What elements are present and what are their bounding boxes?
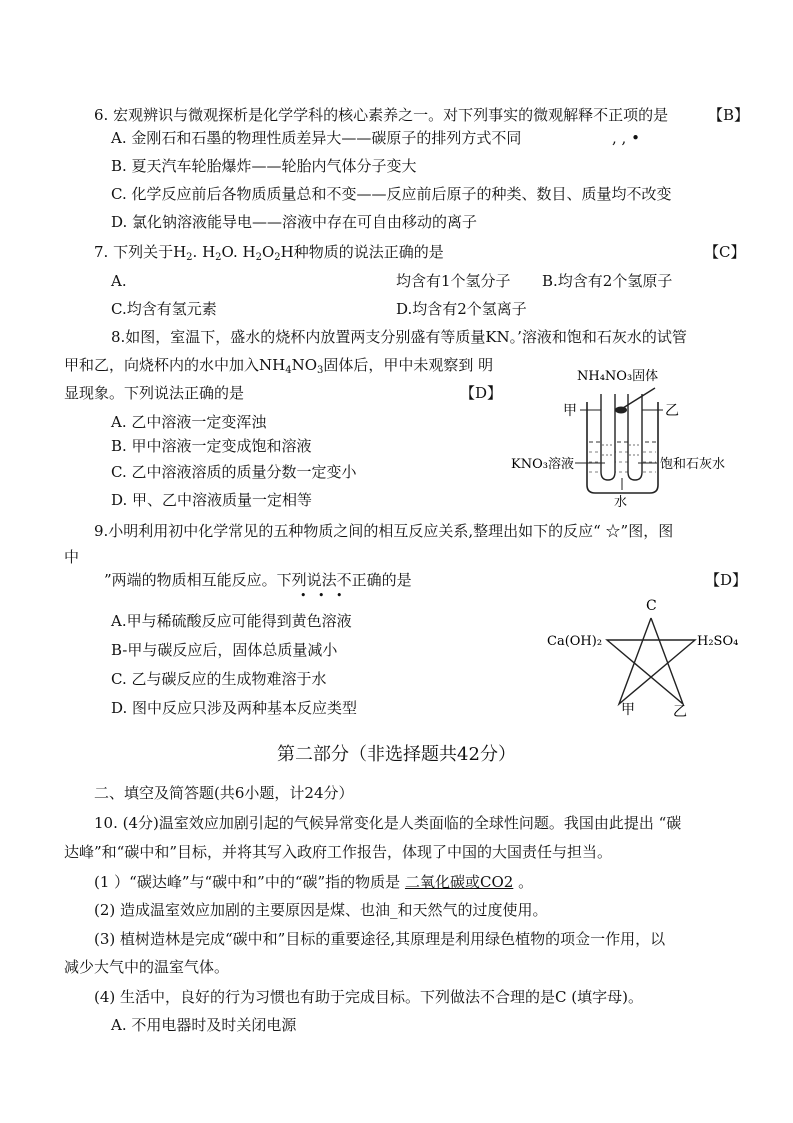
- q6-answer: 【B】: [708, 106, 750, 124]
- q10-sub1-answer: 二氧化碳或CO2: [404, 873, 514, 891]
- star-lines: [607, 618, 695, 704]
- fig-solid-label: NH₄NO₃固体: [577, 369, 659, 384]
- section-heading: 二、填空及简答题(共6小题，计24分）: [94, 784, 354, 802]
- q6-option-d: D. 氯化钠溶液能导电——溶液中存在可自由移动的离子: [111, 213, 478, 231]
- q10-sub4-option-a: A. 不用电器时及时关闭电源: [111, 1016, 297, 1034]
- q8-line3: 显现象。下列说法正确的是: [64, 384, 245, 402]
- q9-emphasis-dots: • • •: [300, 589, 347, 602]
- q10-line1: 10. (4分)温室效应加剧引起的气候异常变化是人类面临的全球性问题。我国由此提出 “碳: [94, 814, 682, 832]
- q10-sub4: (4) 生活中，良好的行为习惯也有助于完成目标。下列做法不合理的是C (填字母)。: [94, 988, 643, 1006]
- q10-sub1: (1 ）“碳达峰”与“碳中和”中的“碳”指的物质是 二氧化碳或CO2 。: [94, 873, 534, 891]
- q6-option-c: C. 化学反应前后各物质质量总和不变——反应前后原子的种类、数目、质量均不改变: [111, 185, 672, 203]
- q7-option-d: D.均含有2个氢离子: [396, 300, 527, 318]
- test-tube-yi: [628, 394, 642, 480]
- q8-line2: 甲和乙，向烧杯内的水中加入$NH_4NO_3$固体后，甲中未观察到 明: [64, 356, 494, 376]
- q8-option-d: D. 甲、乙中溶液质量一定相等: [111, 491, 313, 509]
- q6-option-a: A. 金刚石和石墨的物理性质差异大——碳原子的排列方式不同: [111, 129, 522, 147]
- q7-option-a-label: A.: [111, 272, 127, 290]
- q7-option-b: B.均含有2个氢原子: [542, 272, 673, 290]
- q9-star-figure: [545, 592, 770, 717]
- q8-option-c: C. 乙中溶液溶质的质量分数一定变小: [111, 463, 357, 481]
- q9-option-d: D. 图中反应只涉及两种基本反应类型: [111, 699, 358, 717]
- star-node-top: C: [646, 598, 657, 614]
- star-node-bottom-right: 乙: [673, 704, 687, 717]
- q9-line2: 中: [64, 548, 80, 566]
- star-node-bottom-left: 甲: [621, 702, 635, 717]
- q6-stem: 6. 宏观辨识与微观探析是化学学科的核心素养之一。对下列事实的微观解释不正项的是: [94, 106, 669, 124]
- fig-yi-label: 乙: [665, 403, 679, 419]
- q7-answer: 【C】: [704, 243, 746, 261]
- q10-sub3-line1: (3) 植树造林是完成“碳中和”目标的重要途径,其原理是利用绿色植物的项佥一作用，以: [94, 930, 666, 948]
- q7-option-c: C.均含有氢元素: [111, 300, 217, 318]
- fig-kno3-label: KNO₃溶液: [511, 457, 574, 472]
- star-node-right: H₂SO₄: [697, 634, 739, 649]
- q9-option-a: A.甲与稀硫酸反应可能得到黄色溶液: [111, 612, 352, 630]
- spoon-solid: [615, 407, 627, 414]
- part2-title: 第二部分（非选择题共42分）: [277, 744, 516, 765]
- q10-sub2: (2) 造成温室效应加剧的主要原因是煤、也油_和天然气的过度使用。: [94, 901, 548, 919]
- q8-line1: 8.如图，室温下，盛水的烧杯内放置两支分别盛有等质量KN。’溶液和饱和石灰水的试管: [111, 328, 687, 346]
- fig-lime-label: 饱和石灰水: [660, 457, 726, 472]
- q9-option-b: B-甲与碳反应后，固体总质量减小: [111, 641, 338, 659]
- q6-stray-mark: , , •: [612, 129, 640, 147]
- q9-answer: 【D】: [705, 571, 748, 589]
- q8-option-b: B. 甲中溶液一定变成饱和溶液: [111, 437, 312, 455]
- fig-jia-label: 甲: [563, 403, 577, 419]
- q8-answer: 【D】: [460, 384, 503, 402]
- q8-beaker-figure: [505, 360, 755, 510]
- q9-line3: ”两端的物质相互能反应。下列说法不正确的是: [104, 571, 412, 589]
- test-tube-jia: [601, 394, 615, 480]
- q7-option-a-text: 均含有1个氢分子: [396, 272, 511, 290]
- q10-line2: 达峰”和“碳中和”目标，并将其写入政府工作报告，体现了中国的大国责任与担当。: [64, 843, 613, 861]
- q9-option-c: C. 乙与碳反应的生成物难溶于水: [111, 670, 327, 688]
- star-node-left: Ca(OH)₂: [547, 634, 603, 649]
- q7-stem: 7. 下列关于$H_2$. $H_2O$. $H_2O_2H$种物质的说法正确的是: [94, 243, 444, 263]
- fig-water-label: 水: [614, 495, 628, 510]
- q8-option-a: A. 乙中溶液一定变浑浊: [111, 413, 267, 431]
- q6-option-b: B. 夏天汽车轮胎爆炸——轮胎内气体分子变大: [111, 157, 417, 175]
- q10-sub3-line2: 减少大气中的温室气体。: [64, 958, 230, 976]
- q9-line1: 9.小明利用初中化学常见的五种物质之间的相互反应关系,整理出如下的反应“ ☆”图，图: [94, 522, 674, 540]
